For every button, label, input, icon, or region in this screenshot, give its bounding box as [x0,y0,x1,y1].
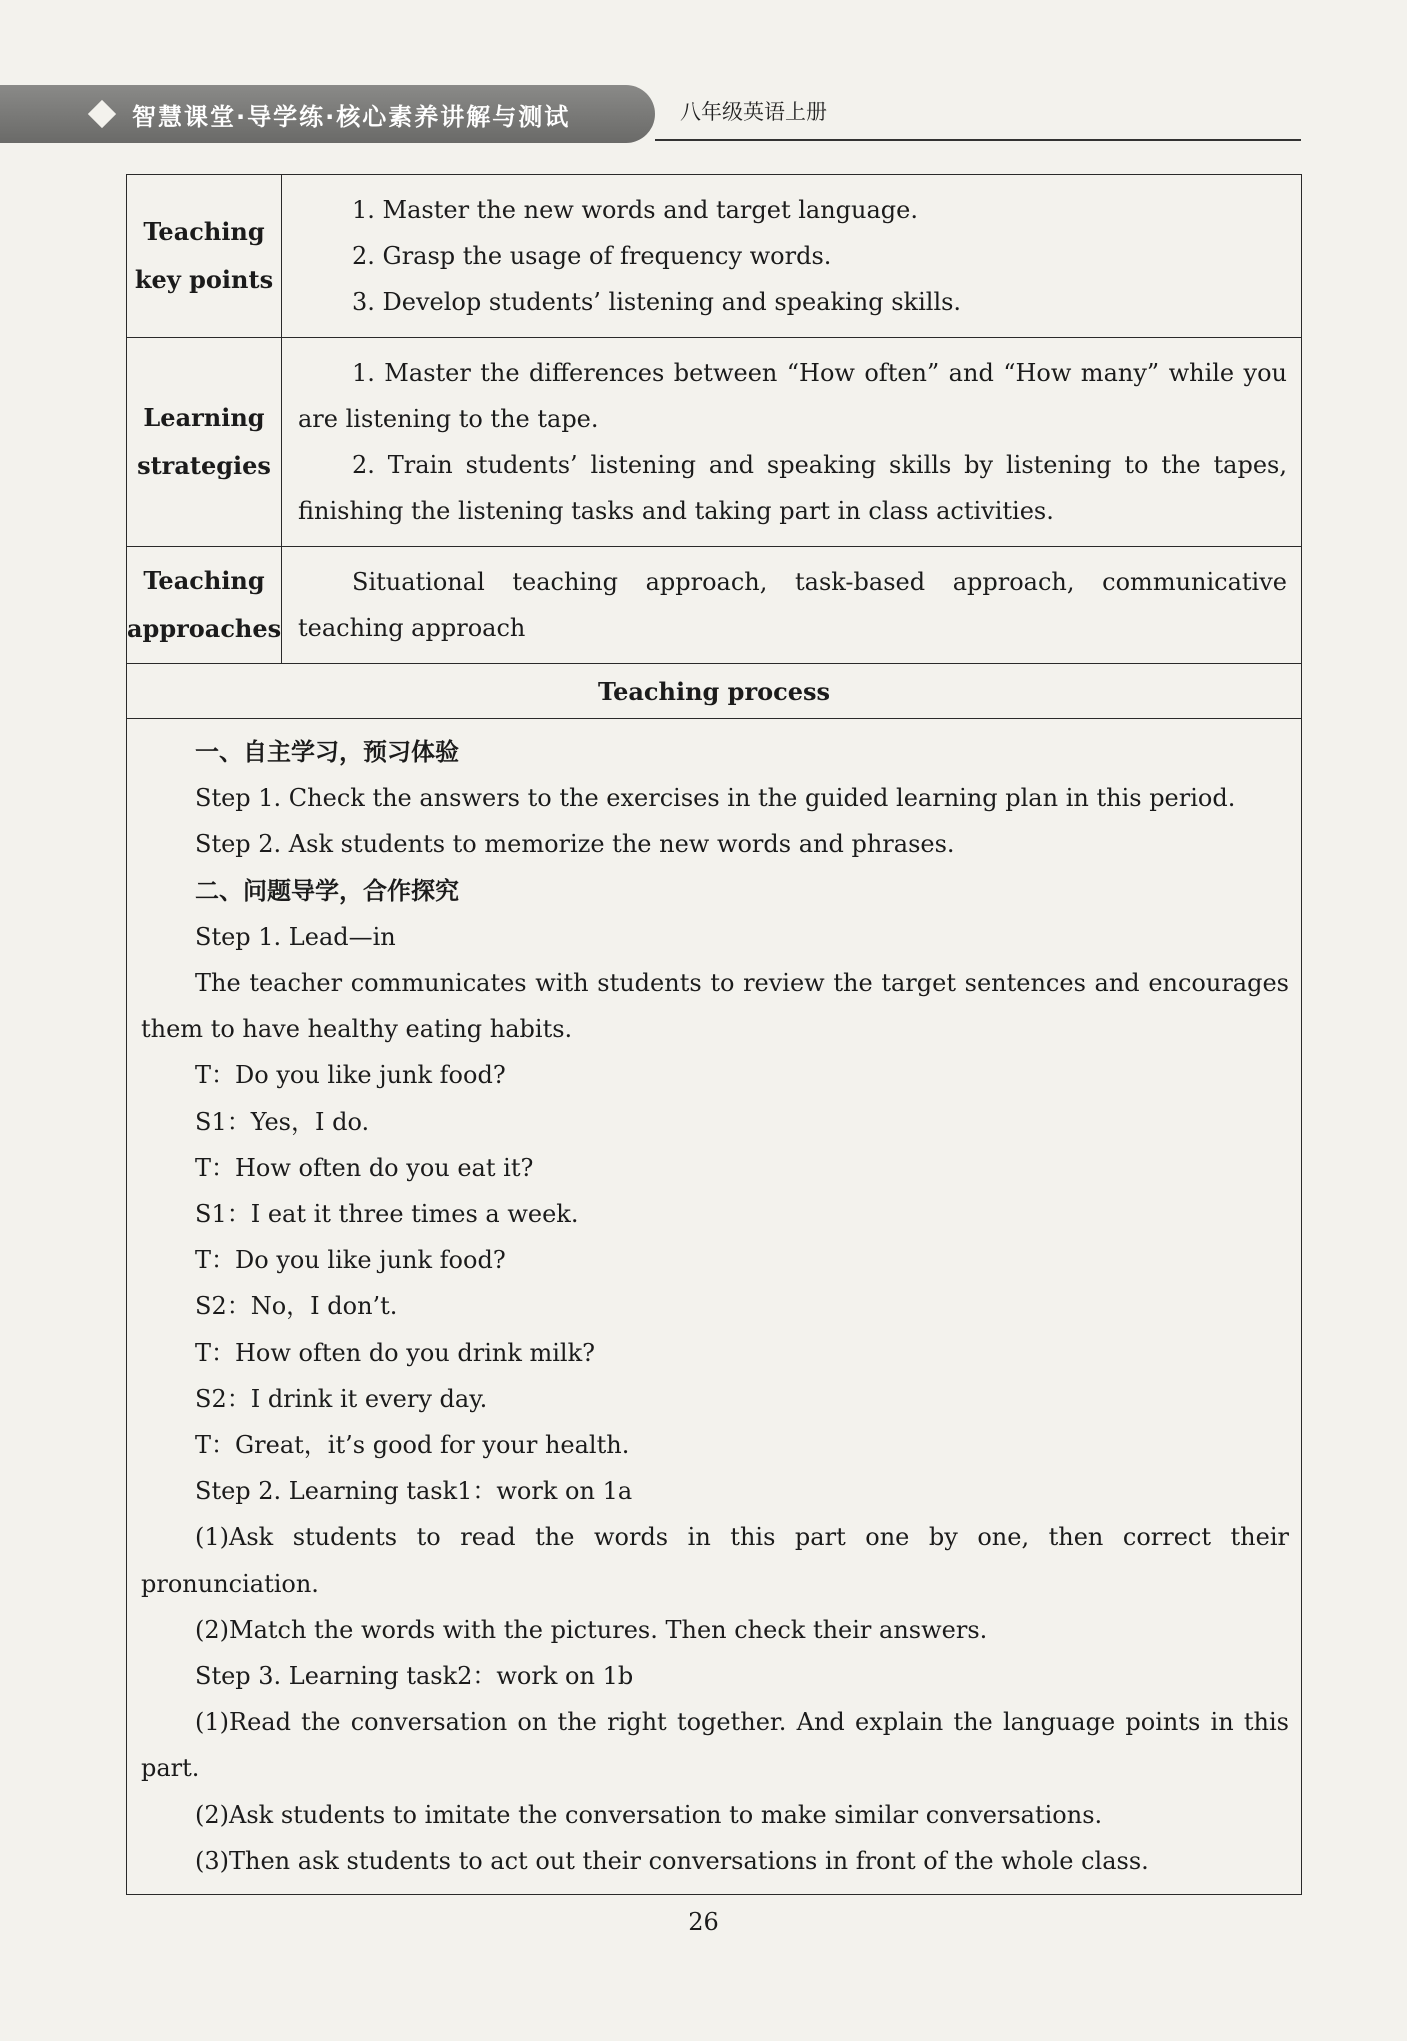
strategy-paragraph: 1. Master the differences between “How often” and “How many” while you are listening to the tape. [298,359,1287,433]
page-number: 26 [688,1908,719,1936]
process-line: (1)Ask students to read the words in this part one by one, then correct their pronunciation. [141,1523,1289,1598]
header-divider [655,139,1301,141]
process-line: Step 1. Lead—in [195,922,396,951]
dialogue-line: T：Do you like junk food? [195,1246,506,1275]
section-heading: 一、自主学习，预习体验 [195,738,459,766]
process-line: Step 1. Check the answers to the exercises in the guided learning plan in this period. [195,784,1236,813]
key-points-label: Teaching key points [127,175,282,338]
strategies-row [127,338,1302,547]
process-line: (2)Match the words with the pictures. Then check their answers. [195,1615,988,1644]
dialogue-line: S1：Yes，I do. [195,1107,370,1136]
key-point-item: 1. Master the new words and target language. [352,196,919,224]
dialogue-line: T：Do you like junk food? [195,1061,506,1090]
process-heading: Teaching process [127,664,1302,719]
process-line: Step 2. Ask students to memorize the new words and phrases. [195,830,955,859]
strategies-label: Learning strategies [127,338,282,547]
lesson-plan-table [126,174,1302,1895]
header-banner [0,85,655,143]
approaches-label: Teaching approaches [127,547,282,664]
book-label: 八年级英语上册 [680,100,827,124]
key-points-row [127,175,1302,338]
process-line: (2)Ask students to imitate the conversation to make similar conversations. [195,1800,1103,1829]
key-point-item: 3. Develop students’ listening and speaking skills. [352,288,962,316]
key-points-content [282,175,1302,338]
process-body-row [127,719,1302,1895]
key-point-item: 2. Grasp the usage of frequency words. [352,242,832,270]
process-line: (1)Read the conversation on the right together. And explain the language points in this part. [141,1708,1289,1783]
process-line: The teacher communicates with students to review the target sentences and encourages them to have healthy eating habits. [141,969,1289,1044]
approaches-row [127,547,1302,664]
dialogue-line: T：How often do you drink milk? [195,1338,596,1367]
section-heading: 二、问题导学，合作探究 [195,876,459,905]
dialogue-line: T：Great，it’s good for your health. [195,1431,630,1460]
dialogue-line: S1：I eat it three times a week. [195,1200,579,1229]
dialogue-line: S2：I drink it every day. [195,1384,488,1413]
approaches-content [282,547,1302,664]
process-line: (3)Then ask students to act out their conversations in front of the whole class. [195,1846,1149,1875]
process-content [127,719,1302,1895]
diamond-icon [88,100,116,128]
series-title: 智慧课堂·导学练·核心素养讲解与测试 [132,102,571,131]
process-line: Step 2. Learning task1：work on 1a [195,1477,633,1506]
strategies-content [282,338,1302,547]
process-heading-row [127,664,1302,719]
dialogue-line: S2：No，I don’t. [195,1292,398,1321]
strategy-paragraph: 2. Train students’ listening and speaking skills by listening to the tapes, finishing the listening tasks and taking part in class activities. [298,451,1287,525]
dialogue-line: T：How often do you eat it? [195,1153,534,1182]
approaches-text: Situational teaching approach, task-based approach, communicative teaching approach [298,568,1287,642]
process-line: Step 3. Learning task2：work on 1b [195,1662,634,1691]
